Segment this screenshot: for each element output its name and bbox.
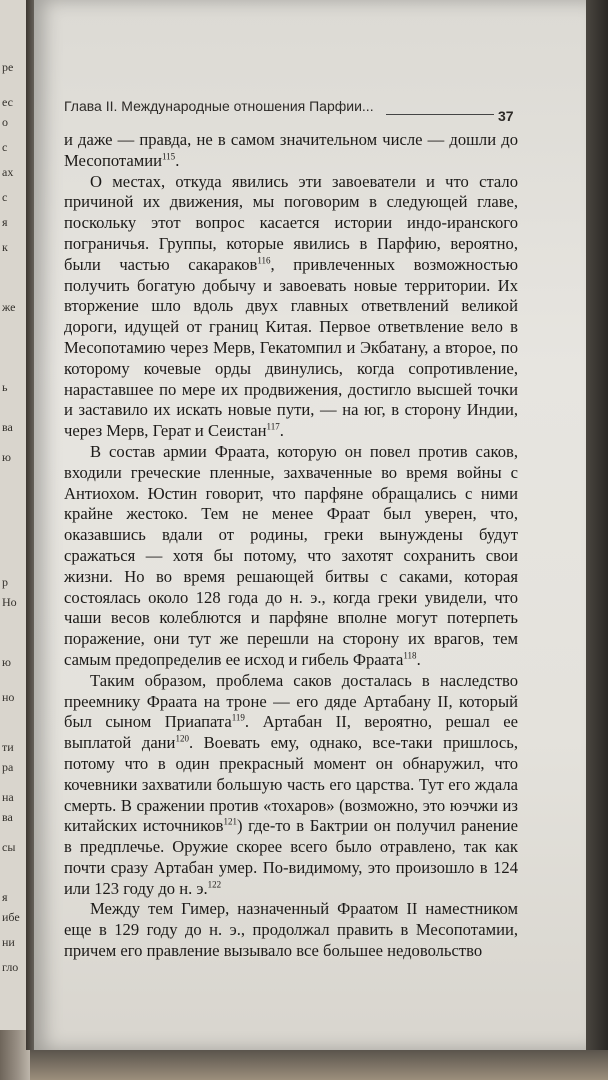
paragraph [64,442,518,671]
footnote-ref: 119 [231,712,245,723]
footnote-ref: 115 [162,151,176,162]
left-page-fragment: ах [2,165,14,179]
left-page-fragment: же [2,300,16,314]
left-page-fragment: ра [2,760,14,774]
left-page-fragment: о [2,115,8,129]
left-page-fragment: Но [2,595,17,609]
footnote-ref: 120 [175,733,189,744]
book-bottom-edge [30,1050,608,1080]
left-page-fragment: я [2,215,8,229]
header-rule [386,114,494,115]
left-page-fragment: ва [2,810,13,824]
text-run: . Артабан II, вероятно, решал ее выплатой дани [64,712,518,753]
book-cover-edge [586,0,608,1080]
text-run: ) где-то в Бактрии он получил ранение в предплечье. Оружие скорее всего было отравлено, так как почти сразу Артабан умер. По-видимому, это произошло в 124 или 123 году до н. э. [64,816,518,898]
left-page-fragment: на [2,790,14,804]
paragraph [64,899,518,961]
left-page-fragment: я [2,890,8,904]
text-run: , привлеченных возможностью получить богатую добычу и завоевать новые территории. Их вторжение шло вдоль двух главных ответвлений великой дороги, идущей от границ Китая. Первое ответвление вело в Месопотамию через Мерв, Гекатомпил и Экбатану, а второе, по которому кочевые орды двинулись, когда сопротивление, нараставшее по мере их продвижения, достигло высшей точки и заставило их искать новые пути, — на юг, в сторону Индии, через Мерв, Герат и Сеистан [64,254,518,441]
text-run: . [416,649,421,669]
left-page-fragment: с [2,190,8,204]
text-run: . Воевать ему, однако, все-таки пришлось, потому что в один прекрасный момент он обнаружил, что кочевники захватили большую часть его царства. Тут его ждала смерть. В сражении против «тохаров» (возможно, это юэчжи из китайских источников [64,733,518,836]
left-page-fragment: ибе [2,910,20,924]
left-page-fragment: сы [2,840,16,854]
running-header-title: Глава II. Международные отношения Парфии... [64,98,374,114]
text-run: . [175,150,180,170]
running-header [64,96,514,122]
left-page-fragment: ь [2,380,8,394]
left-page-fragment: ес [2,95,13,109]
left-page-fragment: ти [2,740,14,754]
left-page-fragment: ю [2,450,11,464]
left-page-fragment: р [2,575,8,589]
text-run: Таким образом, проблема саков досталась в наследство преемнику Фраата на троне — его дяде Артабану II, который был сыном Приапата [64,670,518,732]
paragraph [64,172,518,442]
text-run: В состав армии Фраата, которую он повел против саков, входили греческие пленные, захваченные во время войны с Антиохом. Юстин говорит, что парфяне обращались с ними крайне жестоко. Тем не менее Фраат был уверен, что, оказавшись вдали от родины, греки вынуждены будут сражаться — хотя бы потому, что захотят сохранить свои жизни. Но во время решающей битвы с саками, которая состоялась около 128 года до н. э., когда греки увидели, что чаши весов колеблются и парфяне вполне могут потерпеть поражение, они тут же перешли на сторону их врагов, тем самым предопределив ее исход и гибель Фраата [64,441,518,669]
left-page-fragment: с [2,140,8,154]
left-page-fragment: ре [2,60,14,74]
footnote-ref: 116 [257,255,271,266]
left-page-fragment: гло [2,960,19,974]
text-run: О местах, откуда явились эти завоеватели и что стало причиной их движения, мы поговорим в следующей главе, поскольку этот вопрос касается истории индо-иранского пограничья. Группы, которые явились в Парфию, вероятно, были частью сакараков [64,171,518,274]
footnote-ref: 118 [403,650,417,661]
footnote-ref: 122 [207,879,222,890]
paragraph [64,671,518,900]
footnote-ref: 117 [266,421,280,432]
page-number: 37 [498,108,514,124]
left-page-fragment: ни [2,935,15,949]
left-page-fragment: к [2,240,8,254]
text-run: Между тем Гимер, назначенный Фраатом II наместником еще в 129 году до н. э., продолжал править в Месопотамии, причем его правление вызывало все большее недовольство [64,899,518,961]
body-text [64,130,518,962]
left-page-fragment: ва [2,420,13,434]
left-page-fragment: ю [2,655,11,669]
paragraph [64,130,518,172]
text-run: и даже — правда, не в самом значительном числе — дошли до Месопотамии [64,130,518,170]
left-page-fragment: но [2,690,15,704]
text-run: . [279,421,284,441]
footnote-ref: 121 [223,816,237,827]
